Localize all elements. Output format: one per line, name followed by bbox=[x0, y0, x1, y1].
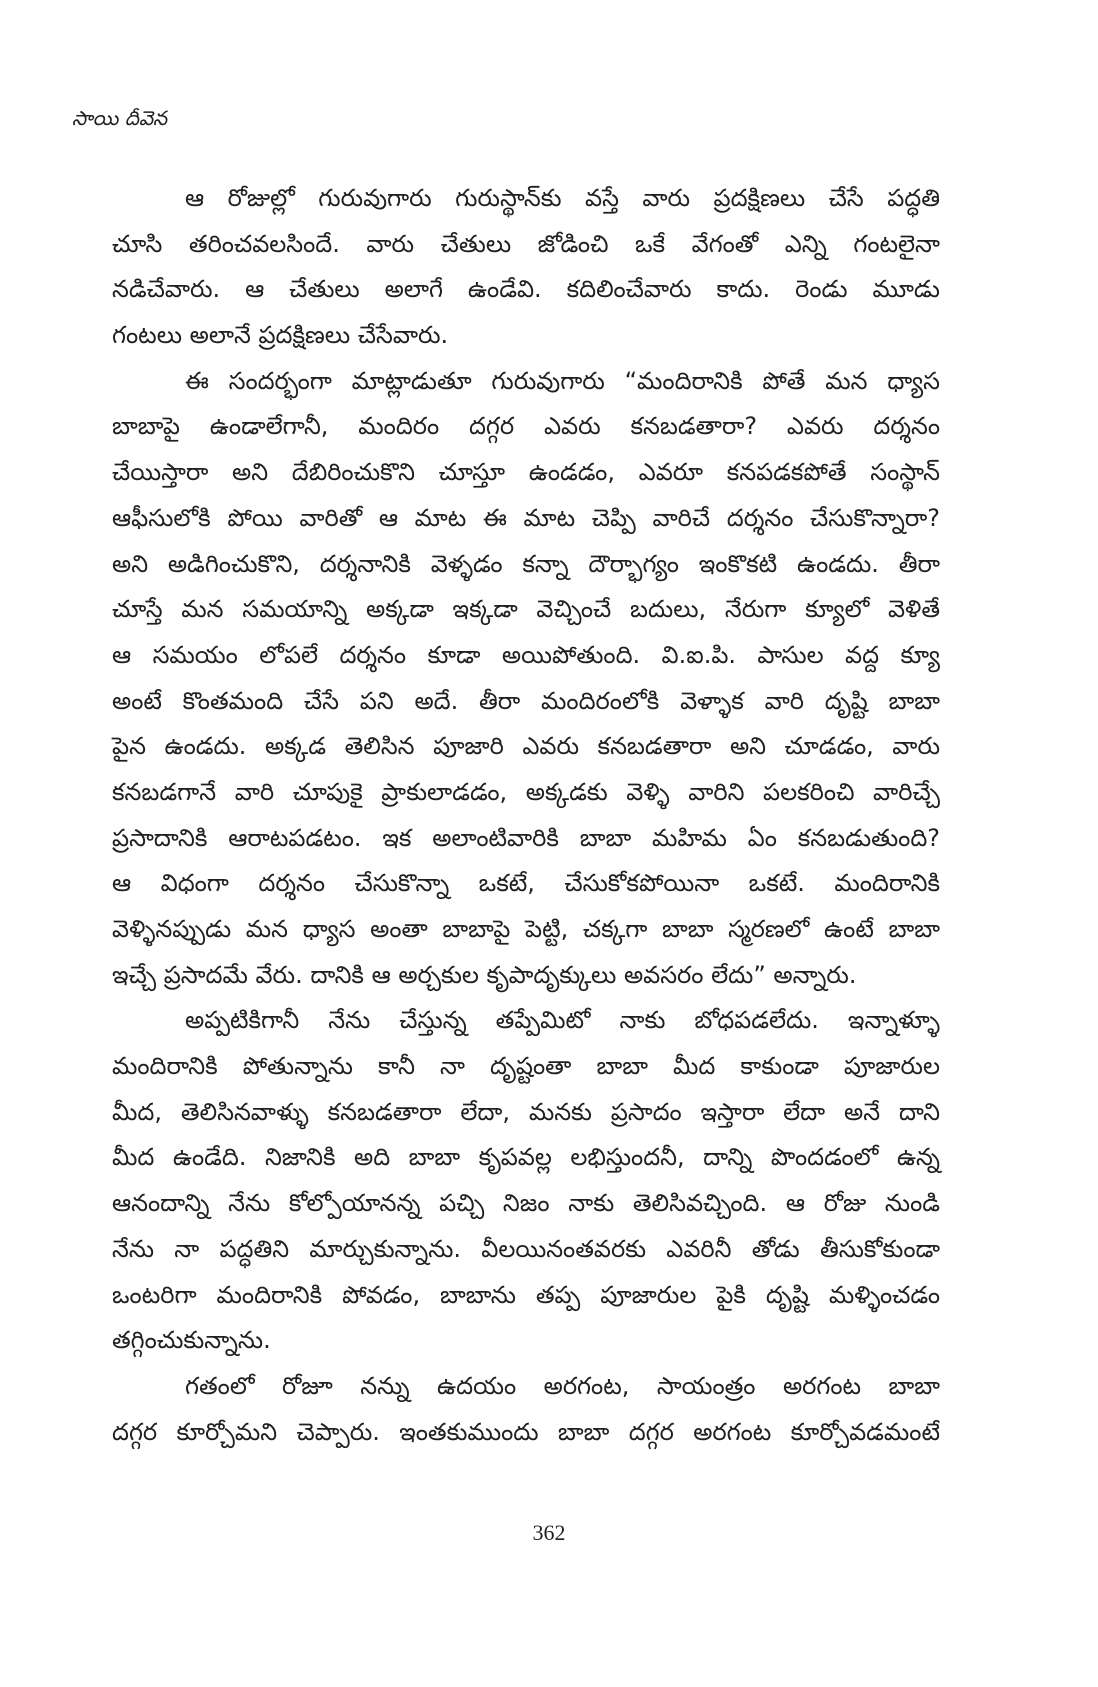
text-line: ఆ సమయం లోపలే దర్శనం కూడా అయిపోతుంది. వి.ఐ.పి. పాసుల వద్ద క్యూ bbox=[112, 640, 940, 669]
text-line: ఆ విధంగా దర్శనం చేసుకొన్నా ఒకటే, చేసుకోకపోయినా ఒకటే. మందిరానికి bbox=[112, 869, 940, 898]
text-line: ఆ రోజుల్లో గురువుగారు గురుస్థాన్‌కు వస్తే వారు ప్రదక్షిణలు చేసే పద్ధతి bbox=[185, 184, 940, 212]
paragraph bbox=[112, 998, 940, 1364]
text-line: ఒంటరిగా మందిరానికి పోవడం, బాబాను తప్ప పూజారుల పైకి దృష్టి మళ్ళించడం bbox=[112, 1280, 940, 1309]
text-line: మీద, తెలిసినవాళ్ళు కనబడతారా లేదా, మనకు ప్రసాదం ఇస్తారా లేదా అనే దాని bbox=[112, 1097, 940, 1126]
text-line: గంటలు అలానే ప్రదక్షిణలు చేసేవారు. bbox=[112, 321, 449, 350]
text-line: పైన ఉండదు. అక్కడ తెలిసిన పూజారి ఎవరు కనబడతారా అని చూడడం, వారు bbox=[112, 732, 940, 761]
text-line: మీద ఉండేది. నిజానికి అది బాబా కృపవల్ల లభిస్తుందనీ, దాన్ని పొందడంలో ఉన్న bbox=[112, 1143, 940, 1172]
page-number: 362 bbox=[532, 1520, 566, 1545]
text-line: ఆనందాన్ని నేను కోల్పోయానన్న పచ్చి నిజం నాకు తెలిసివచ్చింది. ఆ రోజు నుండి bbox=[112, 1189, 940, 1218]
text-line: చూస్తే మన సమయాన్ని అక్కడా ఇక్కడా వెచ్చించే బదులు, నేరుగా క్యూలో వెళితే bbox=[112, 595, 940, 624]
text-line: దగ్గర కూర్చోమని చెప్పారు. ఇంతకుముందు బాబా దగ్గర అరగంట కూర్చోవడమంటే bbox=[112, 1417, 940, 1446]
text-line: వెళ్ళినప్పుడు మన ధ్యాస అంతా బాబాపై పెట్టి, చక్కగా బాబా స్మరణలో ఉంటే బాబా bbox=[112, 915, 940, 943]
text-line: నేను నా పద్ధతిని మార్చుకున్నాను. వీలయినంతవరకు ఎవరినీ తోడు తీసుకోకుండా bbox=[112, 1234, 940, 1263]
text-line: మందిరానికి పోతున్నాను కానీ నా దృష్టంతా బాబా మీద కాకుండా పూజారుల bbox=[112, 1052, 940, 1081]
text-line: ఆఫీసులోకి పోయి వారితో ఆ మాట ఈ మాట చెప్పి వారిచే దర్శనం చేసుకొన్నారా? bbox=[112, 503, 940, 532]
text-line: బాబాపై ఉండాలేగానీ, మందిరం దగ్గర ఎవరు కనబడతారా? ఎవరు దర్శనం bbox=[112, 412, 940, 441]
text-line: తగ్గించుకున్నాను. bbox=[112, 1326, 271, 1355]
text-line: చేయిస్తారా అని దేబిరించుకొని చూస్తూ ఉండడం, ఎవరూ కనపడకపోతే సంస్థాన్ bbox=[112, 458, 940, 487]
text-line: ఇచ్చే ప్రసాదమే వేరు. దానికి ఆ అర్చకుల కృపాదృక్కులు అవసరం లేదు” అన్నారు. bbox=[112, 960, 857, 989]
text-line: చూసి తరించవలసిందే. వారు చేతులు జోడించి ఒకే వేగంతో ఎన్ని గంటలైనా bbox=[112, 229, 940, 258]
text-line: గతంలో రోజూ నన్ను ఉదయం అరగంట, సాయంత్రం అరగంట బాబా bbox=[185, 1371, 940, 1400]
text-line: ఈ సందర్భంగా మాట్లాడుతూ గురువుగారు “మందిరానికి పోతే మన ధ్యాస bbox=[185, 366, 940, 395]
paragraph bbox=[112, 1364, 940, 1455]
text-line: నడిచేవారు. ఆ చేతులు అలాగే ఉండేవి. కదిలించేవారు కాదు. రెండు మూడు bbox=[112, 275, 940, 304]
text-line: కనబడగానే వారి చూపుకై ప్రాకులాడడం, అక్కడకు వెళ్ళి వారిని పలకరించి వారిచ్చే bbox=[112, 777, 940, 806]
text-line: అంటే కొంతమంది చేసే పని అదే. తీరా మందిరంలోకి వెళ్ళాక వారి దృష్టి బాబా bbox=[112, 686, 940, 715]
running-header: సాయి దీవెన bbox=[72, 106, 168, 130]
body-text bbox=[112, 176, 940, 1455]
paragraph bbox=[112, 176, 940, 359]
text-line: అని అడిగించుకొని, దర్శనానికి వెళ్ళడం కన్నా దౌర్భాగ్యం ఇంకొకటి ఉండదు. తీరా bbox=[112, 549, 940, 578]
text-line: ప్రసాదానికి ఆరాటపడటం. ఇక అలాంటివారికి బాబా మహిమ ఏం కనబడుతుంది? bbox=[112, 823, 940, 852]
paragraph bbox=[112, 359, 940, 999]
text-line: అప్పటికిగానీ నేను చేస్తున్న తప్పేమిటో నాకు బోధపడలేదు. ఇన్నాళ్ళూ bbox=[185, 1006, 940, 1035]
